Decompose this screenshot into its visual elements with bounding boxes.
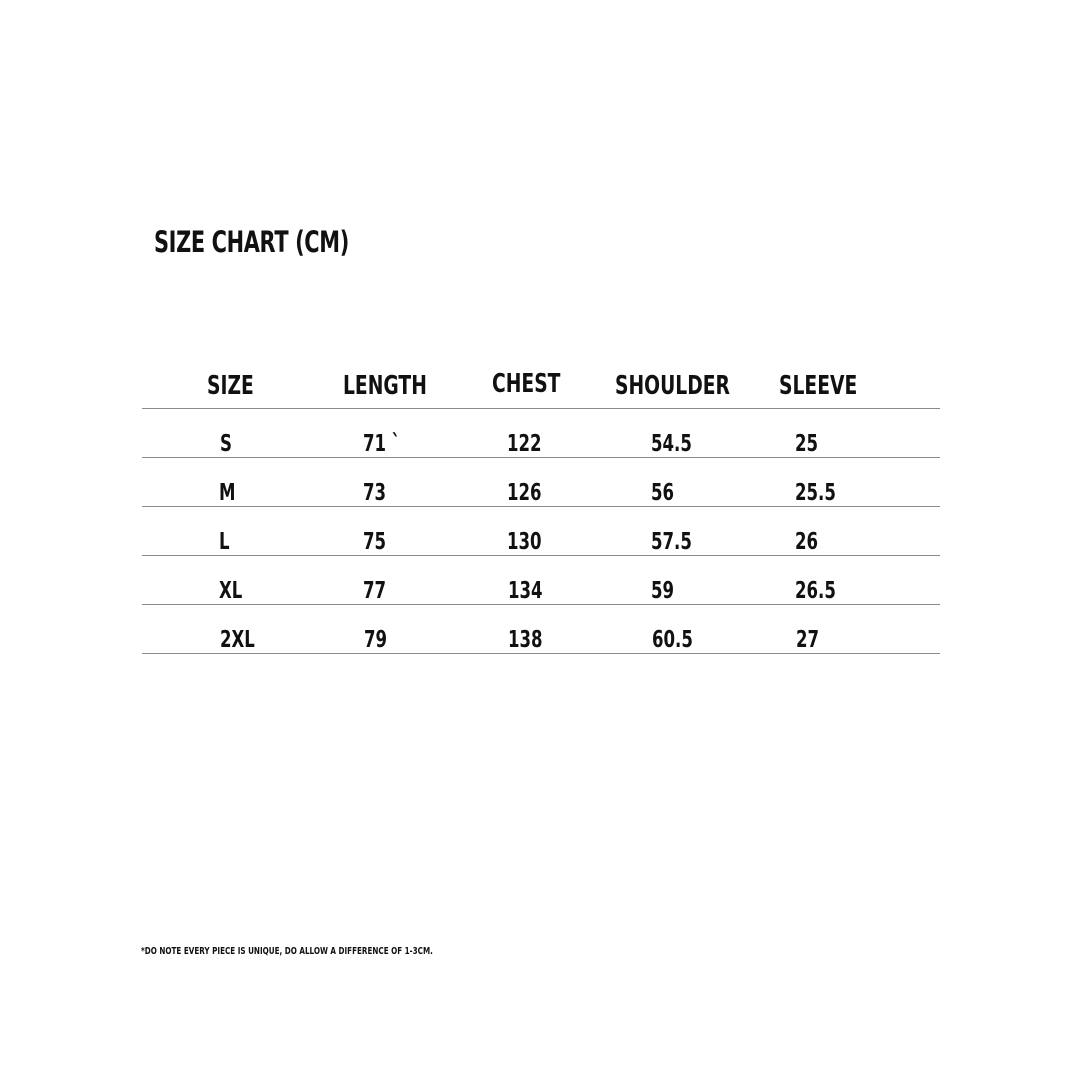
header-length: LENGTH (343, 371, 427, 401)
cell-sleeve: 25.5 (795, 480, 836, 506)
cell-size: XL (219, 578, 243, 604)
cell-sleeve: 25 (795, 431, 819, 457)
table-row (142, 409, 940, 458)
header-size: SIZE (207, 371, 254, 401)
header-chest: CHEST (492, 369, 561, 399)
cell-sleeve: 27 (796, 627, 820, 653)
page-title: SIZE CHART (CM) (154, 225, 349, 259)
cell-chest: 126 (507, 480, 542, 506)
header-shoulder: SHOULDER (615, 371, 730, 401)
size-table (142, 365, 940, 654)
cell-size: L (219, 529, 230, 555)
table-row (142, 458, 940, 507)
cell-chest: 122 (507, 431, 542, 457)
cell-size: M (219, 480, 236, 506)
footnote: *DO NOTE EVERY PIECE IS UNIQUE, DO ALLOW A DIFFERENCE OF 1-3CM. (141, 946, 433, 957)
table-header-row (142, 365, 940, 409)
cell-chest: 130 (507, 529, 542, 555)
cell-chest: 134 (508, 578, 543, 604)
cell-shoulder: 56 (651, 480, 675, 506)
cell-length: 79 (364, 627, 388, 653)
cell-sleeve: 26 (795, 529, 819, 555)
cell-length: 73 (363, 480, 387, 506)
cell-shoulder: 54.5 (651, 431, 692, 457)
cell-size: 2XL (220, 627, 255, 653)
table-row (142, 556, 940, 605)
cell-size: S (220, 431, 232, 457)
table-row (142, 605, 940, 654)
cell-sleeve: 26.5 (795, 578, 836, 604)
cell-shoulder: 60.5 (652, 627, 693, 653)
table-row (142, 507, 940, 556)
header-sleeve: SLEEVE (779, 371, 858, 401)
cell-chest: 138 (508, 627, 543, 653)
cell-shoulder: 57.5 (651, 529, 692, 555)
cell-length: 75 (363, 529, 387, 555)
cell-length: 71 ` (363, 431, 401, 457)
cell-length: 77 (363, 578, 387, 604)
cell-shoulder: 59 (651, 578, 675, 604)
